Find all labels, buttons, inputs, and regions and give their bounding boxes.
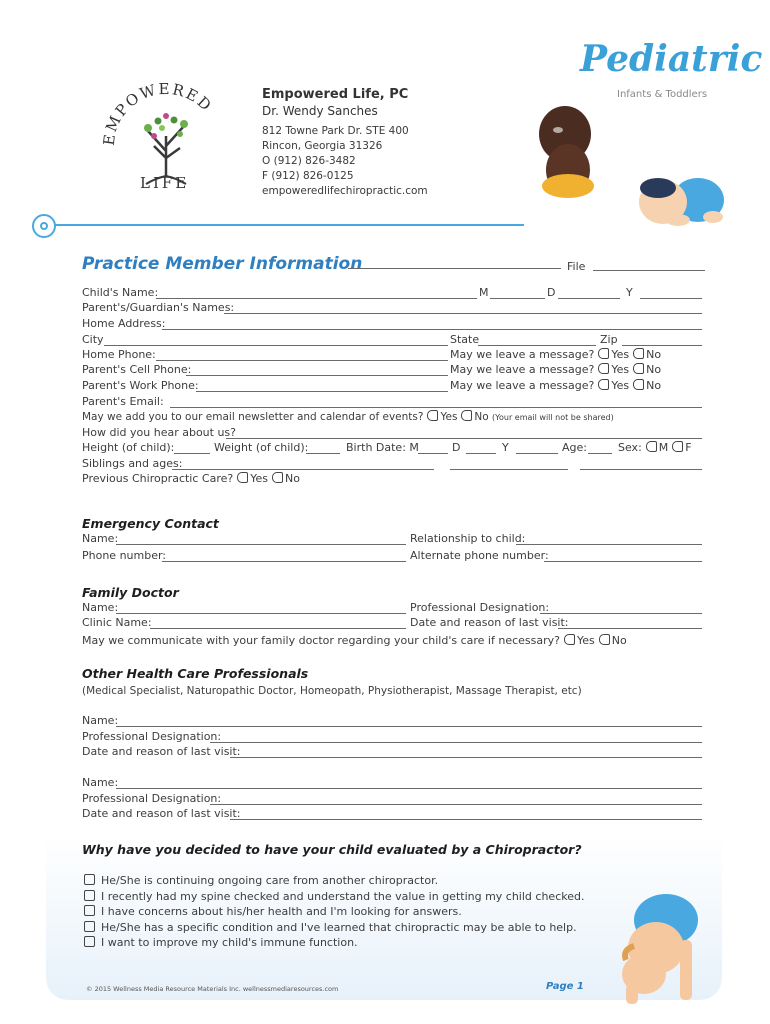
why-heading: Why have you decided to have your child evaluated by a Chiropractor? bbox=[82, 842, 582, 857]
cell-phone-no-checkbox[interactable] bbox=[633, 363, 644, 374]
logo-text-top: EMPOWERED bbox=[99, 79, 217, 147]
no-label: No bbox=[474, 411, 489, 423]
why-option-label: I have concerns about his/her health and I'm looking for answers. bbox=[101, 905, 462, 918]
doctor-designation-label: Professional Designation: bbox=[410, 601, 550, 614]
why-option-label: He/She is continuing ongoing care from another chiropractor. bbox=[101, 874, 439, 887]
home-address-label: Home Address: bbox=[82, 317, 166, 330]
yes-label: Yes bbox=[611, 363, 630, 376]
hcp2-designation-field[interactable] bbox=[210, 804, 702, 805]
why-option-label: He/She has a specific condition and I've learned that chiropractic may be able to help. bbox=[101, 920, 577, 934]
birth-year-label: Y bbox=[502, 441, 509, 454]
birth-day-label: D bbox=[452, 441, 461, 454]
yes-label: Yes bbox=[250, 472, 268, 485]
dob-year-label: Y bbox=[626, 286, 633, 299]
why-option[interactable] bbox=[84, 904, 584, 920]
siblings-field-2[interactable] bbox=[450, 469, 568, 470]
baby-sleeping-illustration bbox=[628, 172, 728, 232]
zip-label: Zip bbox=[600, 333, 618, 346]
hcp1-last-visit-field[interactable] bbox=[230, 757, 702, 758]
prev-chiro-label: Previous Chiropractic Care? bbox=[82, 472, 234, 485]
why-option[interactable] bbox=[84, 873, 584, 889]
prev-chiro-yes-checkbox[interactable] bbox=[237, 472, 248, 483]
practice-info bbox=[262, 86, 428, 199]
logo-text-bottom: LIFE bbox=[140, 174, 190, 192]
svg-text:EMPOWERED bbox=[100, 80, 216, 147]
emergency-heading: Emergency Contact bbox=[82, 516, 219, 531]
other-hcp-heading: Other Health Care Professionals bbox=[82, 666, 309, 681]
empowered-life-logo bbox=[96, 76, 236, 196]
doctor-name-label: Name: bbox=[82, 601, 119, 614]
hcp1-name-field[interactable] bbox=[116, 726, 702, 727]
hear-field[interactable] bbox=[226, 438, 702, 439]
why-option-checkbox[interactable] bbox=[84, 874, 95, 885]
hcp2-designation-label: Professional Designation: bbox=[82, 792, 222, 805]
why-option[interactable] bbox=[84, 920, 584, 936]
communicate-no-checkbox[interactable] bbox=[599, 634, 610, 645]
zip-field[interactable] bbox=[622, 345, 702, 346]
other-hcp-subtitle: (Medical Specialist, Naturopathic Doctor, Homeopath, Physiotherapist, Massage Therapist, etc) bbox=[82, 685, 582, 697]
baby-sitting-illustration bbox=[530, 100, 605, 200]
yes-label: Yes bbox=[576, 634, 595, 647]
baby-bending-illustration bbox=[596, 880, 722, 1010]
weight-field[interactable] bbox=[306, 453, 340, 454]
brand-subtitle: Infants & Toddlers bbox=[617, 89, 708, 100]
childs-name-label: Child's Name: bbox=[82, 286, 159, 299]
cell-phone-label: Parent's Cell Phone: bbox=[82, 363, 192, 376]
parents-names-field[interactable] bbox=[224, 313, 702, 314]
home-phone-field[interactable] bbox=[156, 360, 448, 361]
alt-phone-label: Alternate phone number: bbox=[410, 549, 549, 562]
work-phone-label: Parent's Work Phone: bbox=[82, 379, 199, 392]
email-field[interactable] bbox=[170, 407, 702, 408]
header-divider bbox=[40, 224, 524, 226]
no-label: No bbox=[646, 348, 662, 361]
why-option-label: I recently had my spine checked and understand the value in getting my child checked. bbox=[101, 889, 585, 903]
height-field[interactable] bbox=[174, 453, 210, 454]
emergency-phone-label: Phone number: bbox=[82, 549, 167, 562]
work-phone-field[interactable] bbox=[196, 391, 448, 392]
target-icon bbox=[32, 214, 56, 238]
not-shared-note: (Your email will not be shared) bbox=[492, 413, 614, 422]
birth-day-field[interactable] bbox=[466, 453, 496, 454]
birth-date-label: Birth Date: M bbox=[346, 441, 419, 454]
height-label: Height (of child): bbox=[82, 441, 175, 454]
hcp2-last-visit-label: Date and reason of last visit: bbox=[82, 807, 241, 820]
communicate-yes-checkbox[interactable] bbox=[564, 634, 575, 645]
cell-phone-field[interactable] bbox=[186, 375, 448, 376]
prev-chiro-no-checkbox[interactable] bbox=[272, 472, 283, 483]
address-line1: 812 Towne Park Dr. STE 400 bbox=[262, 125, 409, 137]
sex-label: Sex: bbox=[618, 441, 642, 454]
hcp1-last-visit-label: Date and reason of last visit: bbox=[82, 745, 241, 758]
state-label: State bbox=[450, 333, 480, 346]
sex-m-checkbox[interactable] bbox=[646, 441, 657, 452]
hcp1-name-label: Name: bbox=[82, 714, 119, 727]
childs-name-field[interactable] bbox=[156, 298, 477, 299]
weight-label: Weight (of child): bbox=[214, 441, 309, 454]
newsletter-no-checkbox[interactable] bbox=[461, 410, 472, 421]
doctor-designation-field[interactable] bbox=[540, 613, 702, 614]
newsletter-label: May we add you to our email newsletter and calendar of events? bbox=[82, 411, 424, 423]
email-label: Parent's Email: bbox=[82, 395, 164, 408]
city-label: City bbox=[82, 333, 104, 346]
emergency-name-label: Name: bbox=[82, 532, 119, 545]
cell-phone-message-question bbox=[450, 363, 661, 377]
home-address-field[interactable] bbox=[162, 329, 702, 330]
communicate-label: May we communicate with your family doctor regarding your child's care if necessary? bbox=[82, 634, 560, 647]
file-field[interactable] bbox=[593, 270, 705, 271]
why-option[interactable] bbox=[84, 889, 584, 905]
dob-month-label: M bbox=[479, 286, 489, 299]
copyright: © 2015 Wellness Media Resource Materials Inc. wellnessmediaresources.com bbox=[86, 985, 339, 993]
yes-label: Yes bbox=[611, 348, 630, 361]
parents-names-label: Parent's/Guardian's Names: bbox=[82, 301, 235, 314]
leave-message-label: May we leave a message? bbox=[450, 379, 595, 392]
dob-month-field[interactable] bbox=[490, 298, 545, 299]
form-title: Practice Member Information bbox=[82, 254, 363, 274]
siblings-label: Siblings and ages: bbox=[82, 457, 183, 470]
why-option-label: I want to improve my child's immune function. bbox=[101, 936, 358, 949]
brand-title: Pediatric bbox=[580, 38, 763, 80]
dob-day-label: D bbox=[547, 286, 556, 299]
communicate-question bbox=[82, 634, 627, 648]
doctor-last-visit-field[interactable] bbox=[558, 628, 702, 629]
doctor-name: Dr. Wendy Sanches bbox=[262, 104, 378, 118]
why-option-checkbox[interactable] bbox=[84, 936, 95, 947]
clinic-name-label: Clinic Name: bbox=[82, 616, 152, 629]
f-label: F bbox=[685, 441, 692, 454]
dob-day-field[interactable] bbox=[558, 298, 620, 299]
birth-year-field[interactable] bbox=[516, 453, 558, 454]
work-phone-no-checkbox[interactable] bbox=[633, 379, 644, 390]
newsletter-yes-checkbox[interactable] bbox=[427, 410, 438, 421]
fax-number: F (912) 826-0125 bbox=[262, 170, 354, 182]
hcp1-designation-label: Professional Designation: bbox=[82, 730, 222, 743]
birth-month-field[interactable] bbox=[418, 453, 448, 454]
home-phone-no-checkbox[interactable] bbox=[633, 348, 644, 359]
no-label: No bbox=[611, 634, 627, 647]
work-phone-yes-checkbox[interactable] bbox=[598, 379, 609, 390]
doctor-name-field[interactable] bbox=[116, 613, 406, 614]
hcp2-last-visit-field[interactable] bbox=[230, 819, 702, 820]
hcp1-designation-field[interactable] bbox=[210, 742, 702, 743]
city-field[interactable] bbox=[104, 345, 448, 346]
why-option-checkbox[interactable] bbox=[84, 921, 95, 932]
age-label: Age: bbox=[562, 441, 587, 454]
website: empoweredlifechiropractic.com bbox=[262, 185, 428, 197]
no-label: No bbox=[646, 363, 662, 376]
emergency-phone-field[interactable] bbox=[162, 561, 406, 562]
age-field[interactable] bbox=[588, 453, 612, 454]
yes-label: Yes bbox=[440, 411, 458, 423]
cell-phone-yes-checkbox[interactable] bbox=[598, 363, 609, 374]
relationship-field[interactable] bbox=[516, 544, 702, 545]
why-option-checkbox[interactable] bbox=[84, 905, 95, 916]
clinic-name-field[interactable] bbox=[150, 628, 406, 629]
sex-f-checkbox[interactable] bbox=[672, 441, 683, 452]
hcp2-name-label: Name: bbox=[82, 776, 119, 789]
prev-chiro-question bbox=[82, 472, 300, 486]
why-option-checkbox[interactable] bbox=[84, 890, 95, 901]
home-phone-label: Home Phone: bbox=[82, 348, 156, 361]
dob-year-field[interactable] bbox=[640, 298, 702, 299]
why-options bbox=[84, 873, 584, 951]
emergency-name-field[interactable] bbox=[116, 544, 406, 545]
leave-message-label: May we leave a message? bbox=[450, 348, 595, 361]
doctor-last-visit-label: Date and reason of last visit: bbox=[410, 616, 569, 629]
company-name: Empowered Life, PC bbox=[262, 87, 409, 102]
no-label: No bbox=[646, 379, 662, 392]
home-phone-message-question bbox=[450, 348, 661, 362]
relationship-label: Relationship to child: bbox=[410, 532, 526, 545]
yes-label: Yes bbox=[611, 379, 630, 392]
state-field[interactable] bbox=[478, 345, 596, 346]
sex-question bbox=[618, 441, 692, 455]
family-doctor-heading: Family Doctor bbox=[82, 585, 179, 600]
newsletter-question bbox=[82, 410, 614, 425]
hcp2-name-field[interactable] bbox=[116, 788, 702, 789]
page-number: Page 1 bbox=[546, 981, 584, 992]
why-option[interactable] bbox=[84, 935, 584, 951]
siblings-field-3[interactable] bbox=[580, 469, 702, 470]
work-phone-message-question bbox=[450, 379, 661, 393]
title-underline bbox=[348, 268, 561, 269]
address-line2: Rincon, Georgia 31326 bbox=[262, 140, 383, 152]
alt-phone-field[interactable] bbox=[544, 561, 702, 562]
no-label: No bbox=[284, 472, 300, 485]
home-phone-yes-checkbox[interactable] bbox=[598, 348, 609, 359]
leave-message-label: May we leave a message? bbox=[450, 363, 595, 376]
siblings-field-1[interactable] bbox=[172, 469, 434, 470]
file-label: File bbox=[567, 260, 586, 273]
m-label: M bbox=[658, 441, 669, 454]
hear-label: How did you hear about us? bbox=[82, 426, 236, 439]
office-phone: O (912) 826-3482 bbox=[262, 155, 356, 167]
